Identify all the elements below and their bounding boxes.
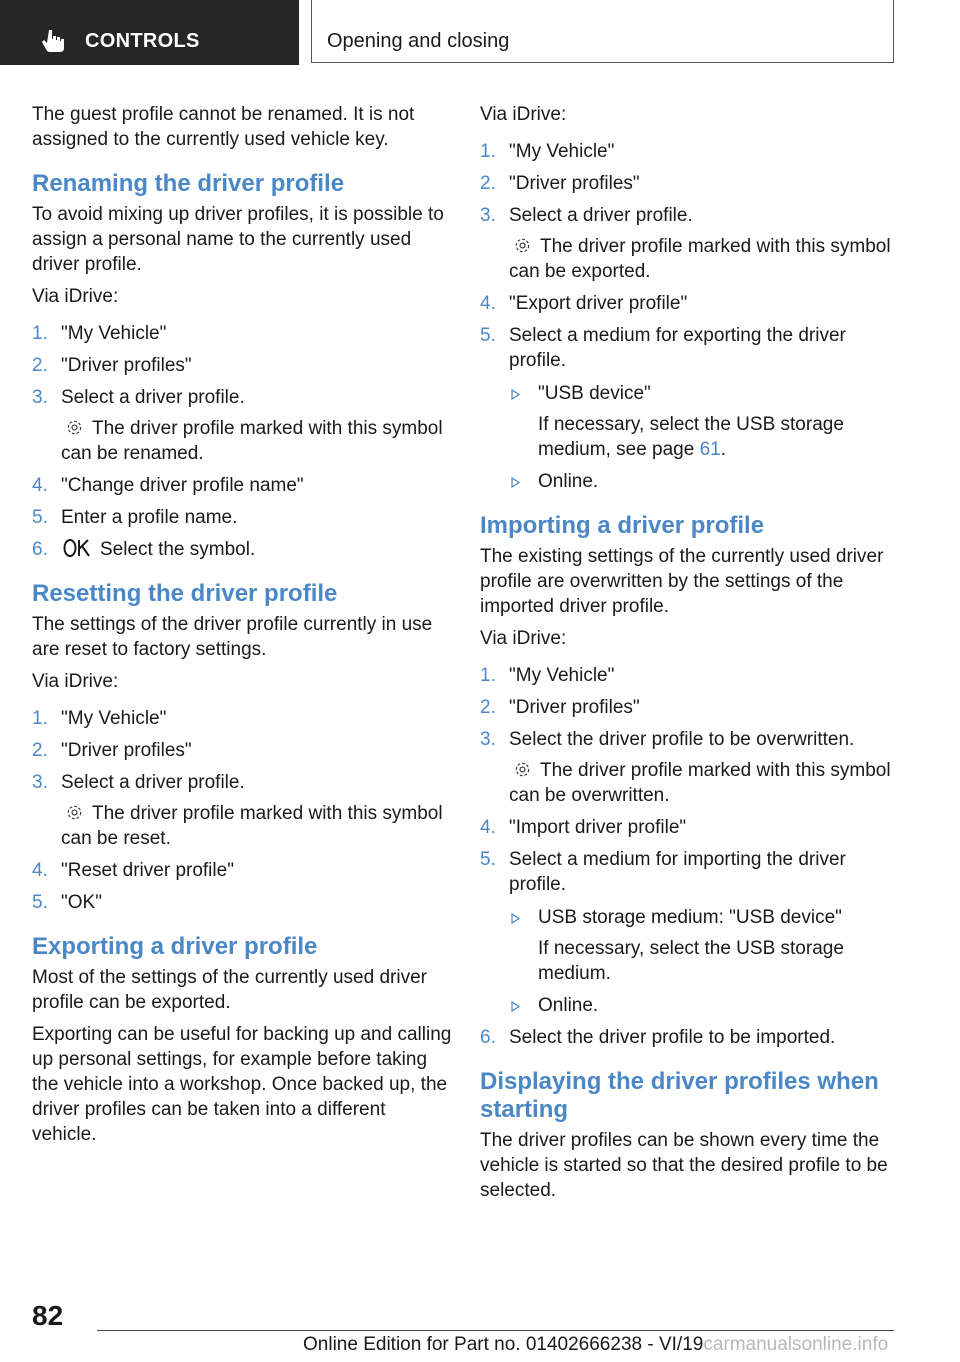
step-text: Select the driver profile to be imported. — [509, 1027, 836, 1048]
bullet-text: USB storage medium: "USB device" — [538, 907, 842, 928]
list-item — [32, 385, 452, 466]
section-tab — [0, 0, 299, 65]
list-item — [32, 706, 452, 731]
gear-icon — [513, 760, 532, 779]
step-number: 2. — [480, 697, 496, 718]
step-number: 5. — [480, 849, 496, 870]
section-label: CONTROLS — [85, 30, 200, 52]
edition-text: Online Edition for Part no. 01402666238 - VI/19 — [303, 1334, 704, 1355]
export-heading: Exporting a driver profile — [32, 933, 318, 960]
export-steps — [480, 139, 900, 494]
step-number: 3. — [480, 205, 496, 226]
gear-icon — [65, 418, 84, 437]
step-number: 1. — [480, 665, 496, 686]
triangle-bullet-icon — [511, 1001, 520, 1012]
step-text: "My Vehicle" — [61, 708, 167, 729]
list-item — [509, 381, 900, 462]
step-text: "Change driver profile name" — [61, 475, 304, 496]
step-text: Select a driver profile. — [509, 205, 693, 226]
list-item — [32, 353, 452, 378]
step-text: "Driver profiles" — [509, 697, 640, 718]
reset-via: Via iDrive: — [32, 671, 119, 692]
list-item — [32, 537, 452, 562]
step-note: The driver profile marked with this symbol can be reset. — [61, 803, 443, 849]
export-via: Via iDrive: — [480, 104, 567, 125]
step-text: "Export driver profile" — [509, 293, 688, 314]
bullet-text: Online. — [538, 471, 599, 492]
step-number: 1. — [32, 323, 48, 344]
import-via: Via iDrive: — [480, 628, 567, 649]
watermark: carmanualsonline.info — [703, 1334, 889, 1355]
list-item — [32, 890, 452, 915]
triangle-bullet-icon — [511, 477, 520, 488]
step-number: 5. — [32, 507, 48, 528]
list-item — [480, 139, 900, 164]
reset-body: The settings of the driver profile currently in use are reset to factory settings. — [32, 614, 433, 660]
bullet-sub: If necessary, select the USB storage medium. — [538, 938, 844, 984]
step-text: "OK" — [61, 892, 102, 913]
bullet-text: "USB device" — [538, 383, 651, 404]
import-body: The existing settings of the currently used driver profile are overwritten by the settings of the imported driver profile. — [480, 546, 884, 617]
step-number: 3. — [480, 729, 496, 750]
gear-icon — [513, 236, 532, 255]
step-number: 4. — [32, 475, 48, 496]
step-number: 6. — [480, 1027, 496, 1048]
step-text: Select a medium for exporting the driver profile. — [509, 325, 846, 371]
chapter-title: Opening and closing — [327, 30, 510, 52]
step-text: "Reset driver profile" — [61, 860, 234, 881]
footer-divider — [97, 1330, 894, 1331]
list-item — [32, 738, 452, 763]
bullet-text: Online. — [538, 995, 599, 1016]
list-item — [32, 473, 452, 498]
step-text: "Driver profiles" — [61, 740, 192, 761]
step-number: 2. — [32, 355, 48, 376]
list-item — [32, 770, 452, 851]
triangle-bullet-icon — [511, 389, 520, 400]
step-number: 4. — [480, 817, 496, 838]
step-text: Select a medium for importing the driver profile. — [509, 849, 846, 895]
list-item — [32, 321, 452, 346]
export-medium-options — [509, 381, 900, 494]
export-body-2: Exporting can be useful for backing up and calling up personal settings, for example before taking the vehicle into a workshop. Once backed up, the driver profiles can be taken into a different vehicle. — [32, 1024, 452, 1145]
step-text: Select the symbol. — [100, 539, 256, 560]
rename-heading: Renaming the driver profile — [32, 170, 345, 197]
list-item — [509, 469, 900, 494]
step-number: 4. — [480, 293, 496, 314]
list-item — [480, 171, 900, 196]
page-number: 82 — [32, 1300, 64, 1331]
chapter-tab — [311, 0, 894, 63]
step-note: The driver profile marked with this symbol can be exported. — [509, 236, 891, 282]
step-number: 5. — [32, 892, 48, 913]
rename-body: To avoid mixing up driver profiles, it is possible to assign a personal name to the currently used driver profile. — [32, 204, 444, 275]
step-text: Select the driver profile to be overwritten. — [509, 729, 855, 750]
step-number: 3. — [32, 772, 48, 793]
footer-edition — [303, 1334, 888, 1356]
list-item — [480, 815, 900, 840]
display-heading: Displaying the driver profiles when starting — [480, 1068, 879, 1123]
list-item — [480, 847, 900, 1018]
step-number: 2. — [480, 173, 496, 194]
step-number: 1. — [480, 141, 496, 162]
import-medium-options — [509, 905, 900, 1018]
display-body: The driver profiles can be shown every time the vehicle is started so that the desired profile to be selected. — [480, 1130, 888, 1201]
step-number: 1. — [32, 708, 48, 729]
list-item — [509, 993, 900, 1018]
step-number: 3. — [32, 387, 48, 408]
step-note: The driver profile marked with this symbol can be renamed. — [61, 418, 443, 464]
ok-icon — [63, 538, 91, 558]
hand-pointer-icon — [40, 28, 66, 54]
list-item — [480, 323, 900, 494]
rename-steps — [32, 321, 452, 562]
list-item — [480, 663, 900, 688]
bullet-sub: If necessary, select the USB storage medium, see page 61. — [538, 414, 844, 460]
right-column — [480, 102, 900, 1210]
export-body-1: Most of the settings of the currently used driver profile can be exported. — [32, 967, 427, 1013]
page-link[interactable]: 61 — [699, 439, 721, 460]
step-note: The driver profile marked with this symbol can be overwritten. — [509, 760, 891, 806]
step-text: "My Vehicle" — [509, 141, 615, 162]
list-item — [480, 291, 900, 316]
import-steps — [480, 663, 900, 1050]
list-item — [32, 858, 452, 883]
list-item — [480, 203, 900, 284]
step-text: Enter a profile name. — [61, 507, 238, 528]
list-item — [480, 695, 900, 720]
step-text: Select a driver profile. — [61, 387, 245, 408]
rename-via: Via iDrive: — [32, 286, 119, 307]
intro-paragraph: The guest profile cannot be renamed. It is not assigned to the currently used vehicle key. — [32, 104, 415, 150]
step-text: "My Vehicle" — [509, 665, 615, 686]
step-text: "Driver profiles" — [61, 355, 192, 376]
gear-icon — [65, 803, 84, 822]
list-item — [480, 1025, 900, 1050]
step-text: "My Vehicle" — [61, 323, 167, 344]
list-item — [480, 727, 900, 808]
step-number: 2. — [32, 740, 48, 761]
step-number: 4. — [32, 860, 48, 881]
left-column — [32, 102, 452, 1154]
reset-steps — [32, 706, 452, 915]
step-number: 6. — [32, 539, 48, 560]
step-number: 5. — [480, 325, 496, 346]
step-text: "Driver profiles" — [509, 173, 640, 194]
step-text: Select a driver profile. — [61, 772, 245, 793]
triangle-bullet-icon — [511, 913, 520, 924]
list-item — [32, 505, 452, 530]
list-item — [509, 905, 900, 986]
import-heading: Importing a driver profile — [480, 512, 765, 539]
reset-heading: Resetting the driver profile — [32, 580, 338, 607]
step-text: "Import driver profile" — [509, 817, 687, 838]
